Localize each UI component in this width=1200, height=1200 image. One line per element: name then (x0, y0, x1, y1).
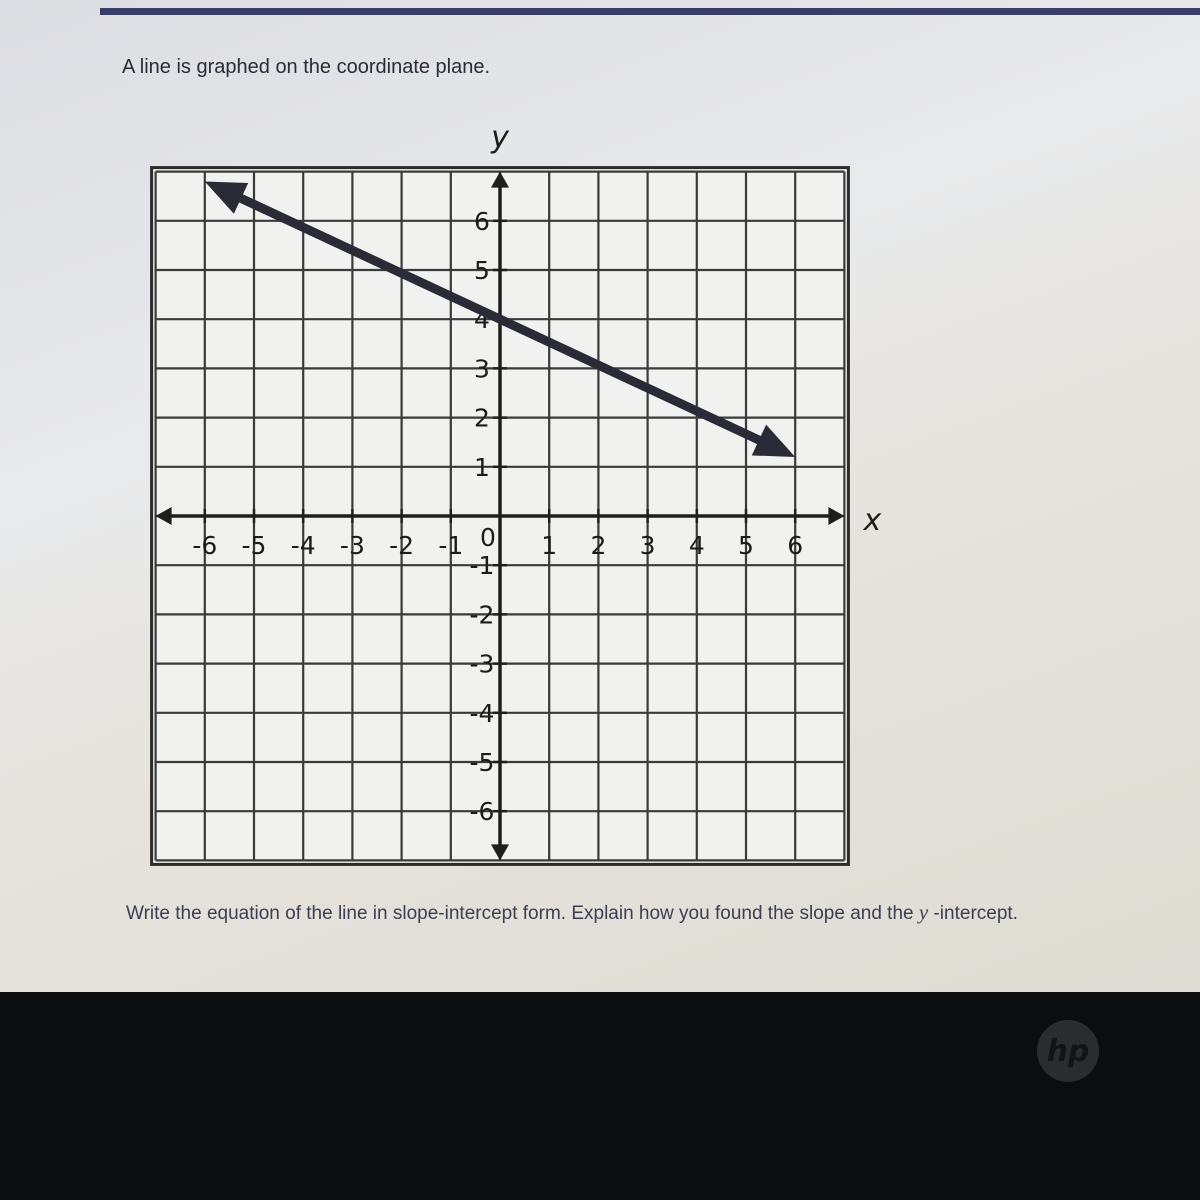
y-tick-label: -2 (469, 600, 495, 630)
y-axis-label: y (491, 120, 509, 156)
x-tick-label: 3 (639, 531, 656, 560)
y-tick-label: -5 (469, 748, 495, 777)
origin-label: 0 (480, 523, 496, 552)
x-tick-label: 1 (541, 531, 558, 560)
question-text (126, 900, 1018, 925)
laptop-bezel (0, 992, 1200, 1200)
x-tick-label: -1 (438, 531, 464, 560)
y-tick-label: 2 (474, 403, 490, 433)
hp-logo: hp (1037, 1020, 1099, 1082)
x-tick-label: -6 (192, 531, 218, 560)
y-tick-label: 3 (474, 354, 490, 384)
x-tick-label: 5 (738, 531, 754, 560)
y-tick-label: -1 (469, 551, 495, 581)
question-prefix: Write the equation of the line in slope-intercept form. Explain how you found the slope and the (126, 903, 919, 924)
x-tick-label: -2 (389, 531, 415, 560)
x-tick-label: 2 (590, 531, 607, 560)
x-tick-label: -4 (290, 531, 316, 560)
y-tick-label: -3 (469, 649, 495, 679)
x-tick-label: -3 (339, 531, 365, 560)
x-tick-label: 4 (688, 531, 705, 560)
y-tick-label: -4 (469, 698, 495, 728)
y-tick-label: 5 (474, 256, 490, 285)
question-variable: y (918, 900, 929, 924)
x-tick-label: 6 (787, 531, 804, 560)
y-tick-label: 6 (474, 206, 490, 236)
prompt-text: A line is graphed on the coordinate plane. (122, 56, 491, 78)
y-tick-label: 1 (474, 452, 490, 482)
question-suffix: -intercept. (928, 903, 1018, 924)
x-tick-label: -5 (241, 531, 267, 560)
y-tick-label: 4 (474, 305, 490, 335)
y-tick-label: -6 (469, 797, 495, 827)
x-axis-label: x (863, 503, 882, 538)
